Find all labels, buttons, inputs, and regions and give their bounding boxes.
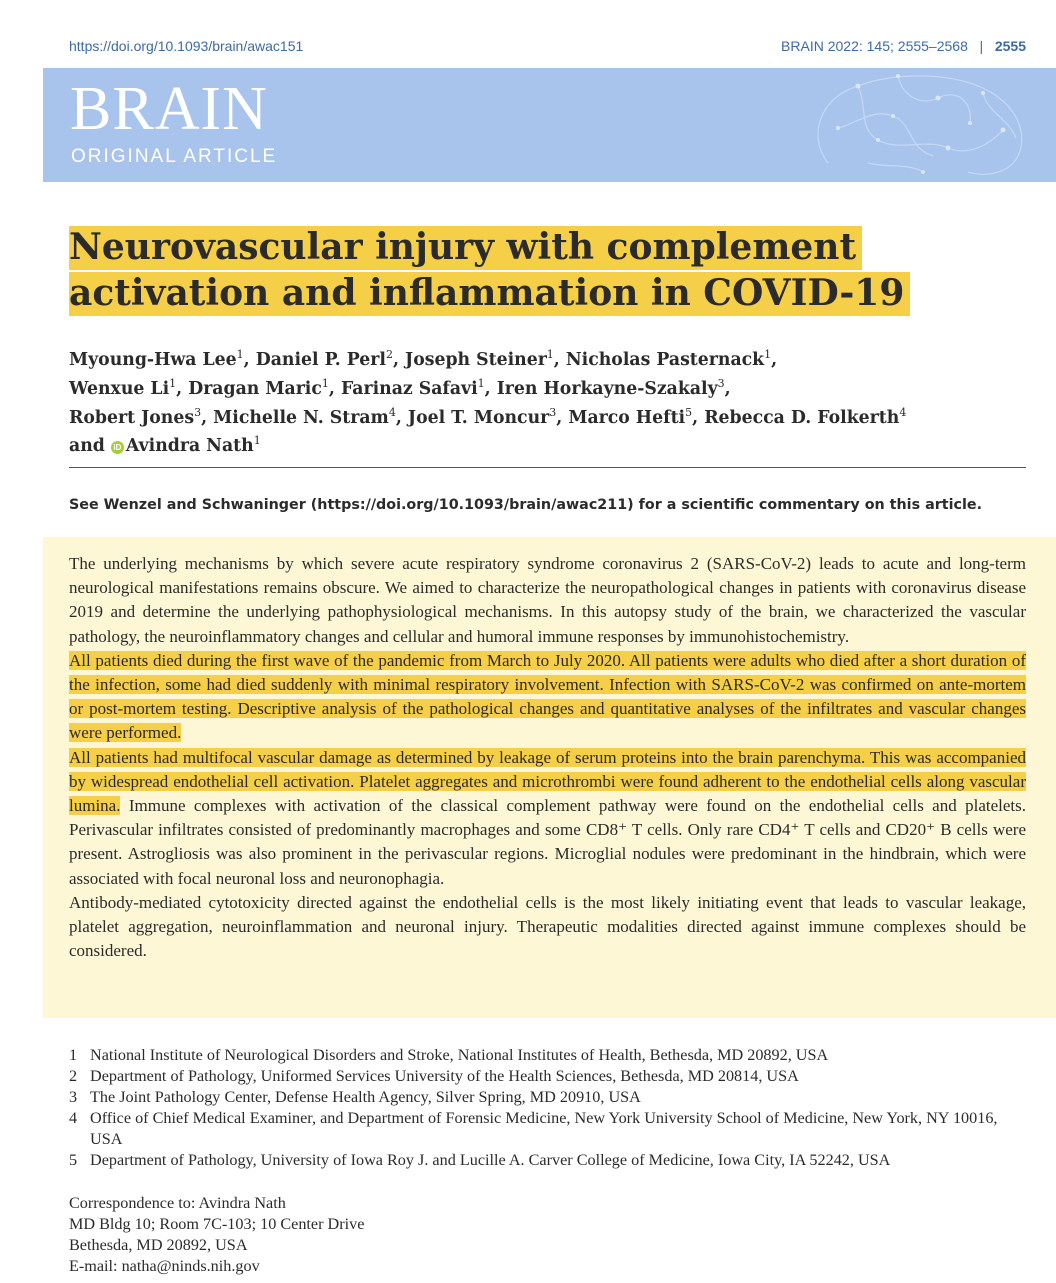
correspondence-name: Correspondence to: Avindra Nath	[69, 1194, 286, 1212]
abstract-methods-highlight: All patients died during the first wave of the pandemic from March to July 2020. All patients were adults who died after a short duration of the infection, some had died suddenly with minimal respiratory involvement. Infection with SARS-CoV-2 was confirmed on ante-mortem or post-mortem testing. Descriptive analysis of the pathological changes and quantitative analyses of the infiltrates and vascular changes were performed.	[69, 650, 1026, 743]
divider	[69, 467, 1026, 468]
author-affiliation-ref: 1	[764, 348, 772, 361]
author-list: Myoung-Hwa Lee$^1$, Daniel P. Perl$^2$, Joseph Steiner$^1$, Nicholas Pasternack$^1$, Wenxue Li$^1$, Dragan Maric$^1$, Farinaz Safavi$^1$, Iren Horkayne-Szakaly$^3$, Robert Jones$^3$, Michelle N. Stram$^4$, Joel T. Moncur$^3$, Marco Hefti$^5$, Rebecca D. Folkerth$^4$ and iD Avindra Nath$^1$	[69, 348, 907, 457]
author-name: Michelle N. Stram	[213, 407, 389, 428]
journal-banner	[43, 68, 1056, 182]
commentary-note: See Wenzel and Schwaninger (https://doi.org/10.1093/brain/awac211) for a scientific commentary on this article.	[69, 497, 983, 513]
journal-reference	[781, 38, 1026, 54]
affiliation-item: 1 National Institute of Neurological Disorders and Stroke, National Institutes of Health, Bethesda, MD 20892, USA	[69, 1046, 829, 1064]
abstract-background: The underlying mechanisms by which severe acute respiratory syndrome coronavirus 2 (SARS-CoV-2) leads to acute and long-term neurological manifestations remains obscure. We aimed to characterize the neuropathological changes in patients with coronavirus disease 2019 and determine the underlying pathophysiological mechanisms. In this autopsy study of the brain, we characterized the vascular pathology, the neuroinflammatory changes and cellular and humoral immune responses by immunohistochemistry.	[69, 554, 1026, 646]
author-affiliation-ref: 5	[685, 405, 693, 419]
correspondence-address-2: Bethesda, MD 20892, USA	[69, 1236, 248, 1254]
author-name: Joel T. Moncur	[407, 407, 550, 428]
author-name: Wenxue Li	[69, 378, 170, 399]
author-affiliation-ref: 1	[236, 348, 244, 361]
orcid-icon[interactable]: iD	[111, 441, 124, 454]
author-name: Myoung-Hwa Lee	[69, 349, 237, 370]
doi-link[interactable]: https://doi.org/10.1093/brain/awac151	[69, 38, 304, 54]
author-name: Rebecca D. Folkerth	[704, 407, 900, 428]
author-affiliation-ref: 4	[388, 405, 396, 419]
correspondence	[69, 1193, 669, 1277]
brain-illustration-icon	[798, 68, 1038, 182]
author-affiliation-ref: 1	[253, 434, 261, 448]
affiliation-item: 2 Department of Pathology, Uniformed Services University of the Health Sciences, Bethesda, MD 20814, USA	[69, 1067, 799, 1085]
author-affiliation-ref: 1	[546, 348, 554, 361]
affiliation-item: 3 The Joint Pathology Center, Defense Health Agency, Silver Spring, MD 20910, USA	[69, 1088, 641, 1106]
author-name: Avindra Nath	[125, 436, 254, 457]
author-name: Nicholas Pasternack	[565, 349, 765, 370]
author-name: Farinaz Safavi	[340, 378, 478, 399]
author-name: Marco Hefti	[568, 407, 686, 428]
author-affiliation-ref: 2	[385, 348, 393, 361]
abstract-text	[69, 552, 1026, 963]
abstract-results-rest: Immune complexes with activation of the classical complement pathway were found on the endothelial cells and platelets. Perivascular infiltrates consisted of predominantly macrophages and some CD8⁺ T cells. Only rare CD4⁺ T cells and CD20⁺ B cells were present. Astrogliosis was also prominent in the perivascular regions. Microglial nodules were predominant in the hindbrain, which were associated with focal neuronal loss and neuronophagia.	[69, 796, 1026, 888]
abstract-results-highlight: All patients had multifocal vascular damage as determined by leakage of serum proteins into the brain parenchyma. This was accompanied by widespread endothelial cell activation. Platelet aggregates and microthrombi were found adherent to the endothelial cells along vascular lumina.	[69, 747, 1026, 816]
affiliation-item: 4 Office of Chief Medical Examiner, and Department of Forensic Medicine, New York University School of Medicine, New York, NY 10016, USA	[69, 1109, 998, 1148]
affiliation-list	[69, 1045, 1029, 1171]
author-affiliation-ref: 3	[549, 405, 557, 419]
page-number: 2555	[994, 38, 1026, 54]
article-type: ORIGINAL ARTICLE	[71, 146, 278, 167]
author-affiliation-ref: 4	[899, 405, 907, 419]
affiliation-item: 5 Department of Pathology, University of Iowa Roy J. and Lucille A. Carver College of Medicine, Iowa City, IA 52242, USA	[69, 1151, 891, 1169]
title-line-2: activation and inflammation in COVID-19	[69, 272, 910, 316]
abstract-conclusion: Antibody-mediated cytotoxicity directed against the endothelial cells is the most likely initiating event that leads to vascular leakage, platelet aggregation, neuroinflammation and neuronal injury. Therapeutic modalities directed against immune complexes should be considered.	[69, 892, 1026, 961]
author-name: Dragan Maric	[188, 378, 322, 399]
correspondence-address-1: MD Bldg 10; Room 7C-103; 10 Center Drive	[69, 1215, 365, 1233]
journal-logo: BRAIN	[70, 75, 268, 143]
author-name: Iren Horkayne-Szakaly	[496, 378, 718, 399]
header-separator: |	[979, 38, 984, 54]
author-affiliation-ref: 3	[717, 376, 725, 390]
author-name: Joseph Steiner	[405, 349, 547, 370]
abstract-box	[43, 537, 1056, 1018]
author-affiliation-ref: 3	[194, 405, 202, 419]
author-affiliation-ref: 1	[321, 376, 329, 390]
abstract-results	[69, 746, 1026, 891]
author-name: Robert Jones	[69, 407, 195, 428]
author-name: Daniel P. Perl	[255, 349, 386, 370]
abstract-methods	[69, 649, 1026, 746]
correspondence-email[interactable]: E-mail: natha@ninds.nih.gov	[69, 1257, 260, 1275]
article-title	[69, 224, 1029, 316]
author-affiliation-ref: 1	[169, 376, 177, 390]
journal-citation: BRAIN 2022: 145; 2555–2568	[781, 38, 968, 54]
running-header	[69, 38, 1026, 58]
title-line-1: Neurovascular injury with complement	[69, 226, 862, 270]
author-conjunction: and	[69, 436, 111, 457]
author-affiliation-ref: 1	[477, 376, 485, 390]
